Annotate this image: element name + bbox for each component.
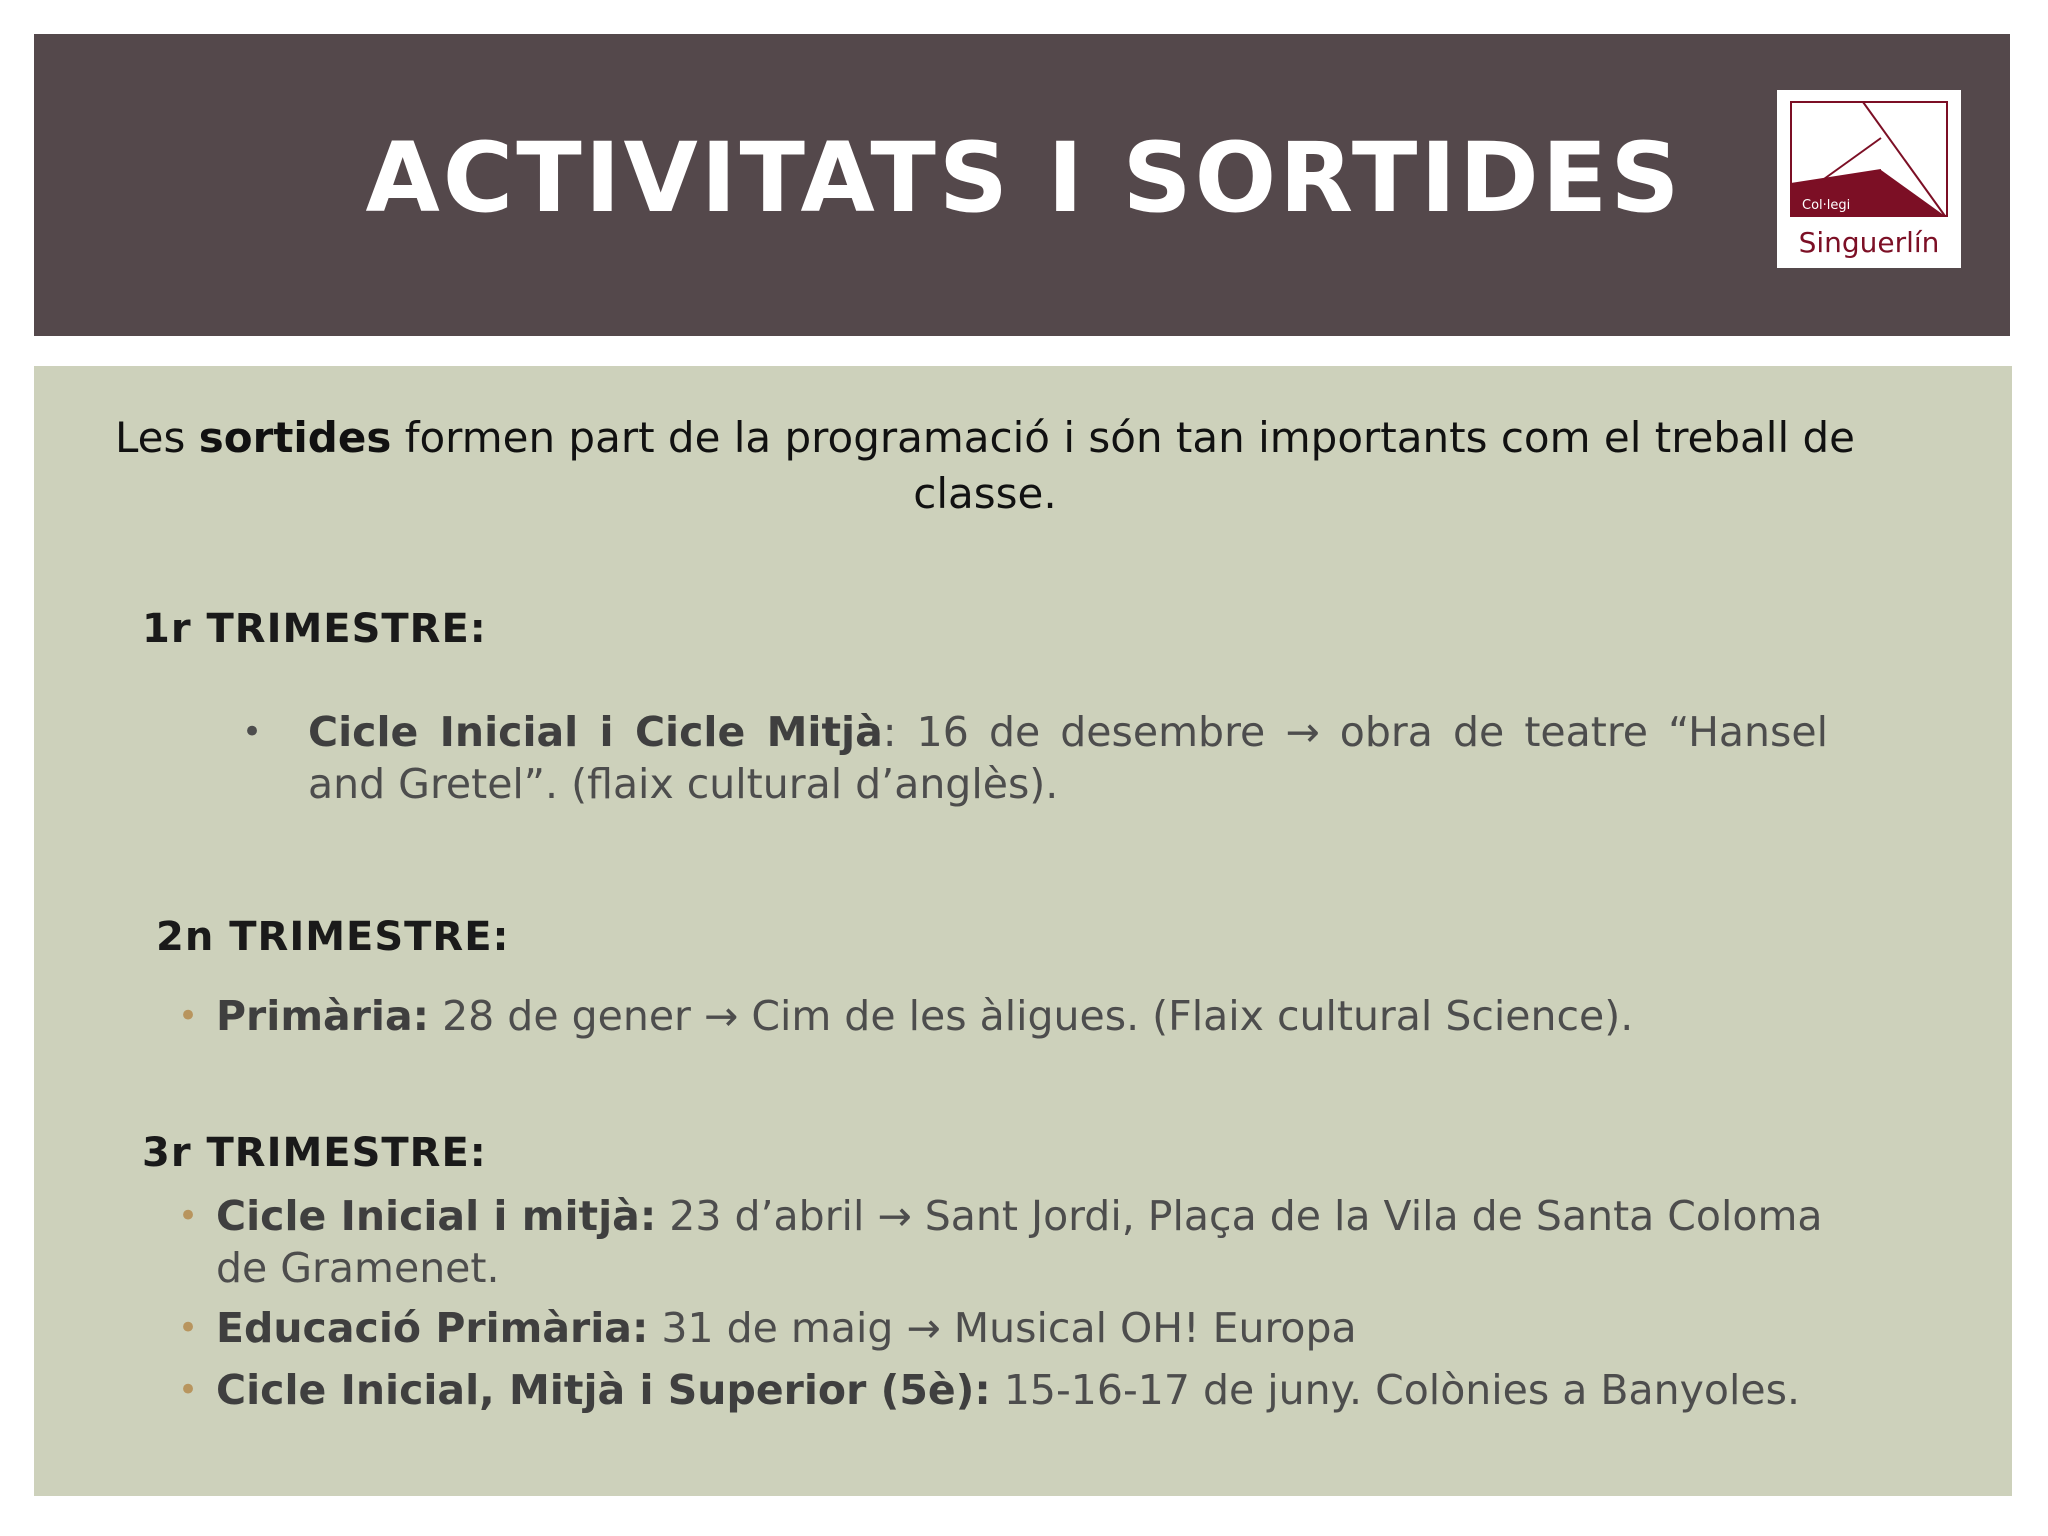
item-label: Cicle Inicial i mitjà: — [216, 1192, 657, 1240]
section-heading-2: 2n TRIMESTRE: — [156, 914, 510, 960]
item-text: 31 de maig → Musical OH! Europa — [648, 1304, 1357, 1352]
list-item — [216, 1302, 1916, 1354]
item-label: Primària: — [216, 992, 430, 1040]
logo-name: Singuerlín — [1798, 226, 1940, 259]
list-item — [216, 1364, 1976, 1416]
item-text: 23 d’abril → Sant Jordi, Plaça de la Vila de Santa Coloma de Gramenet. — [216, 1192, 1823, 1292]
slide-title: ACTIVITATS I SORTIDES — [365, 122, 1683, 234]
item-text: : 16 de desembre → obra de teatre “Hansel and Gretel”. (flaix cultural d’anglès). — [308, 708, 1829, 808]
item-label: Cicle Inicial, Mitjà i Superior (5è): — [216, 1366, 991, 1414]
school-logo — [1777, 90, 1961, 268]
bullet-icon: • — [178, 996, 199, 1036]
logo-small-text: Col·legi — [1802, 198, 1851, 213]
section-heading-1: 1r TRIMESTRE: — [142, 606, 487, 652]
bullet-icon: • — [242, 712, 263, 752]
item-text: 28 de gener → Cim de les àligues. (Flaix cultural Science). — [429, 992, 1634, 1040]
item-label: Cicle Inicial i Cicle Mitjà — [308, 708, 883, 756]
intro-after: formen part de la programació i són tan importants com el treball de classe. — [391, 413, 1855, 518]
bullet-icon: • — [178, 1308, 199, 1348]
list-item — [216, 1190, 1856, 1294]
section-heading-3: 3r TRIMESTRE: — [142, 1130, 487, 1176]
bullet-icon: • — [178, 1196, 199, 1236]
intro-paragraph — [110, 410, 1860, 522]
item-text: 15-16-17 de juny. Colònies a Banyoles. — [990, 1366, 1801, 1414]
intro-bold: sortides — [198, 413, 392, 462]
intro-before: Les — [115, 413, 199, 462]
list-item — [308, 706, 1828, 810]
item-label: Educació Primària: — [216, 1304, 649, 1352]
list-item — [216, 990, 1916, 1042]
bullet-icon: • — [178, 1370, 199, 1410]
